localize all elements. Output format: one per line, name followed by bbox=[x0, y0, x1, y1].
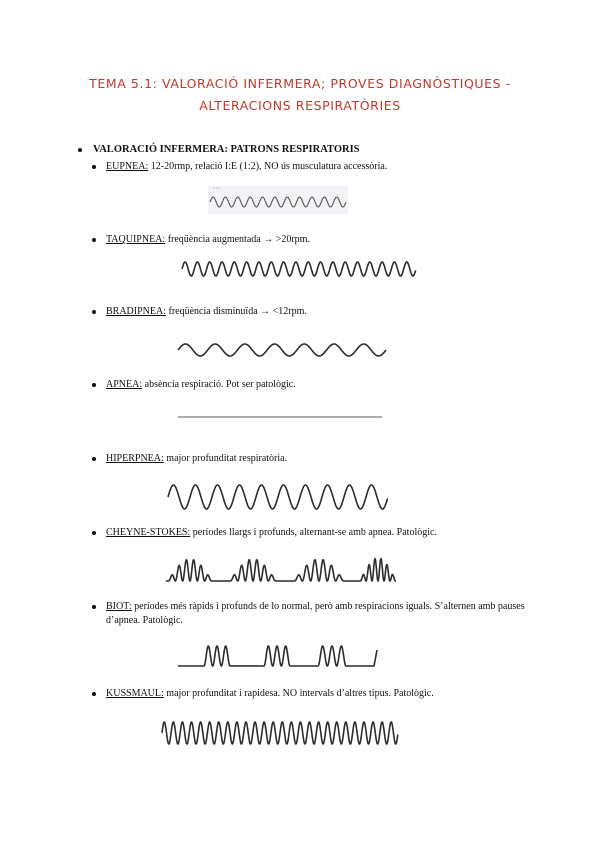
pattern-taquipnea bbox=[92, 233, 556, 247]
page-title-line-2: ALTERACIONS RESPIRATÒRIES bbox=[199, 98, 401, 113]
term-apnea: APNEA: bbox=[106, 379, 143, 390]
bullet-icon bbox=[92, 531, 96, 535]
bullet-icon bbox=[92, 605, 96, 609]
kussmaul-wave bbox=[160, 718, 402, 748]
bradipnea-wave-line bbox=[178, 344, 386, 356]
hiperpnea-wave bbox=[166, 480, 392, 512]
bradipnea-wave bbox=[176, 338, 390, 362]
term-eupnea: EUPNEA: bbox=[106, 161, 149, 172]
bullet-icon bbox=[92, 238, 96, 242]
biot-wave-line bbox=[178, 646, 377, 666]
desc-biot: períodes més ràpids i profunds de lo normal, però amb respiracions iguals. S’alternen amb pauses d’apnea. Patològic. bbox=[106, 601, 525, 626]
desc-cheyne-stokes: períodes llargs i profunds, alternant-se amb apnea. Patològic. bbox=[190, 527, 437, 538]
term-kussmaul: KUSSMAUL: bbox=[106, 688, 164, 699]
pattern-eupnea bbox=[92, 160, 556, 174]
pattern-cheyne-stokes bbox=[92, 526, 556, 540]
section-heading bbox=[78, 144, 360, 155]
desc-kussmaul: major profunditat i rapidesa. NO intervals d’altres tipus. Patològic. bbox=[163, 688, 434, 699]
term-hiperpnea: HIPERPNEA: bbox=[106, 453, 164, 464]
cheyne-stokes-wave bbox=[166, 554, 398, 584]
pattern-bradipnea bbox=[92, 305, 556, 319]
bullet-icon bbox=[92, 383, 96, 387]
bullet-icon bbox=[92, 310, 96, 314]
term-bradipnea: BRADIPNEA: bbox=[106, 306, 167, 317]
taquipnea-wave-line bbox=[182, 262, 416, 276]
term-cheyne-stokes: CHEYNE-STOKES: bbox=[106, 527, 191, 538]
taquipnea-wave bbox=[180, 258, 420, 280]
hiperpnea-wave-line bbox=[168, 485, 388, 509]
desc-hiperpnea: major profunditat respiratòria. bbox=[163, 453, 288, 464]
eupnea-wave-line bbox=[210, 197, 346, 207]
desc-bradipnea: freqüència disminuïda → <12rpm. bbox=[166, 306, 307, 317]
eupnea-wave bbox=[208, 190, 350, 214]
biot-wave bbox=[178, 642, 384, 670]
eupnea-strip-label: ˆˆˆ bbox=[213, 188, 221, 194]
desc-eupnea: 12-20rmp, relació I:E (1:2), NO ús musculatura accessòria. bbox=[148, 161, 388, 172]
pattern-kussmaul bbox=[92, 687, 556, 701]
apnea-line bbox=[178, 414, 384, 420]
bullet-icon bbox=[78, 148, 82, 152]
term-biot: BIOT: bbox=[106, 601, 132, 612]
bullet-icon bbox=[92, 165, 96, 169]
cheyne-stokes-wave-line bbox=[166, 559, 396, 581]
pattern-hiperpnea bbox=[92, 452, 556, 466]
kussmaul-wave-line bbox=[162, 722, 398, 744]
term-taquipnea: TAQUIPNEA: bbox=[106, 234, 166, 245]
pattern-apnea bbox=[92, 378, 556, 392]
pattern-biot bbox=[92, 600, 556, 628]
bullet-icon bbox=[92, 692, 96, 696]
desc-taquipnea: freqüència augmentada → >20rpm. bbox=[165, 234, 310, 245]
bullet-icon bbox=[92, 457, 96, 461]
section-heading-text: VALORACIÓ INFERMERA: PATRONS RESPIRATORIS bbox=[93, 144, 360, 155]
desc-apnea: absència respiració. Pot ser patològic. bbox=[142, 379, 296, 390]
page-title-line-1: TEMA 5.1: VALORACIÓ INFERMERA; PROVES DIAGNÒSTIQUES - bbox=[89, 76, 511, 91]
